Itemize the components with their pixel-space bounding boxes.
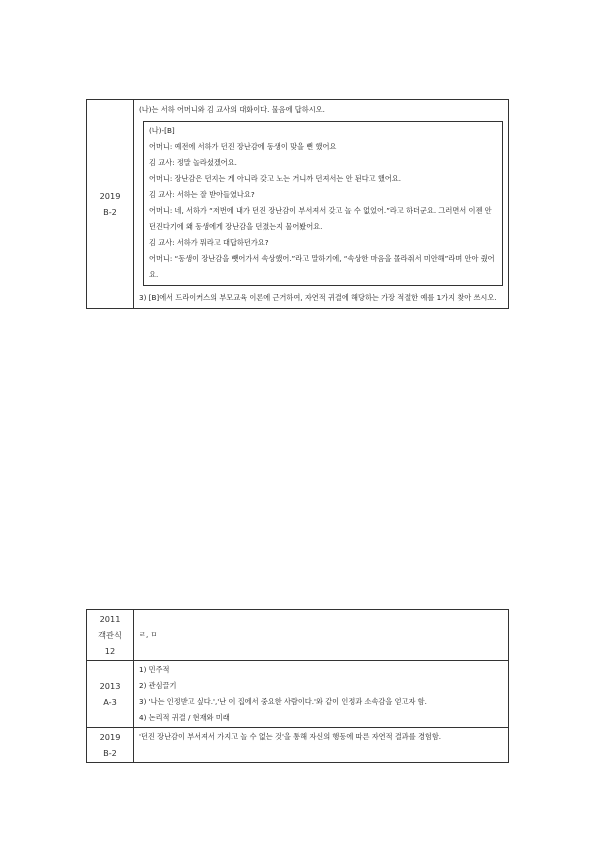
dialogue-line: 어머니: 네, 서하가 “저번에 내가 던진 장난감이 부서져서 갖고 놀 수 없었어.”라고 하더군요. 그러면서 이젠 안 던진다기에 왜 동생에게 장난감을 던졌는지 물어봤어요. (149, 206, 492, 231)
dialogue-line: 어머니: “동생이 장난감을 뺏어가서 속상했어.”라고 말하기에, “속상한 마음을 몰라줘서 미안해”라며 안아 줬어요. (149, 254, 495, 279)
year-label: 2019 (99, 191, 121, 201)
dialogue-line: 김 교사: 정말 놀라셨겠어요. (149, 158, 237, 167)
question-table (86, 99, 509, 309)
year-label: 2013 (99, 681, 121, 691)
answer-text: 3) '나는 인정받고 싶다.','난 이 집에서 중요한 사람이다.'와 같이 인정과 소속감을 얻고자 함. (139, 697, 427, 706)
box-title: (나)-[B] (149, 126, 175, 135)
year-label: 2011 (99, 614, 121, 624)
answer-row (87, 661, 509, 728)
exam-code-label: B-2 (103, 207, 117, 217)
answer-text: 4) 논리적 귀결 / 현재와 미래 (139, 713, 230, 722)
answer-text: 1) 민주적 (139, 665, 170, 674)
year-cell (87, 728, 134, 763)
year-label: 2019 (99, 732, 121, 742)
answer-cell (134, 610, 509, 661)
dialogue-line: 어머니: 예전에 서하가 던진 장난감에 동생이 맞을 뻔 했어요 (149, 142, 337, 151)
year-cell (87, 610, 134, 661)
answer-cell (134, 728, 509, 763)
question-number-label: 12 (104, 646, 116, 656)
year-cell (87, 100, 134, 309)
dialogue-line: 어머니: 장난감은 던지는 게 아니라 갖고 노는 거니까 던져서는 안 된다고 했어요. (149, 174, 402, 183)
exam-code-label: A-3 (103, 697, 117, 707)
answer-cell (134, 661, 509, 728)
dialogue-line: 김 교사: 서하는 잘 받아들였나요? (149, 190, 255, 199)
answer-row (87, 610, 509, 661)
exam-code-label: B-2 (103, 748, 117, 758)
answer-text: ㄹ, ㅁ (139, 630, 158, 639)
answer-text: 2) 관심끌기 (139, 681, 177, 690)
year-cell (87, 661, 134, 728)
exam-type-label: 객관식 (98, 630, 122, 640)
question-prompt: (나)는 서하 어머니와 김 교사의 대화이다. 물음에 답하시오. (139, 105, 325, 114)
answer-table (86, 609, 509, 763)
question-content (134, 100, 509, 309)
question-item: 3) [B]에서 드라이커스의 부모교육 이론에 근거하여, 자연적 귀결에 해당하는 가장 적절한 예를 1가지 찾아 쓰시오. (139, 293, 497, 302)
dialogue-line: 김 교사: 서하가 뭐라고 대답하던가요? (149, 238, 269, 247)
answer-text: '던진 장난감이 부서져서 가지고 놀 수 없는 것'을 통해 자신의 행동에 따른 자연적 결과를 경험함. (139, 732, 442, 741)
dialogue-box (143, 121, 503, 286)
answer-row (87, 728, 509, 763)
